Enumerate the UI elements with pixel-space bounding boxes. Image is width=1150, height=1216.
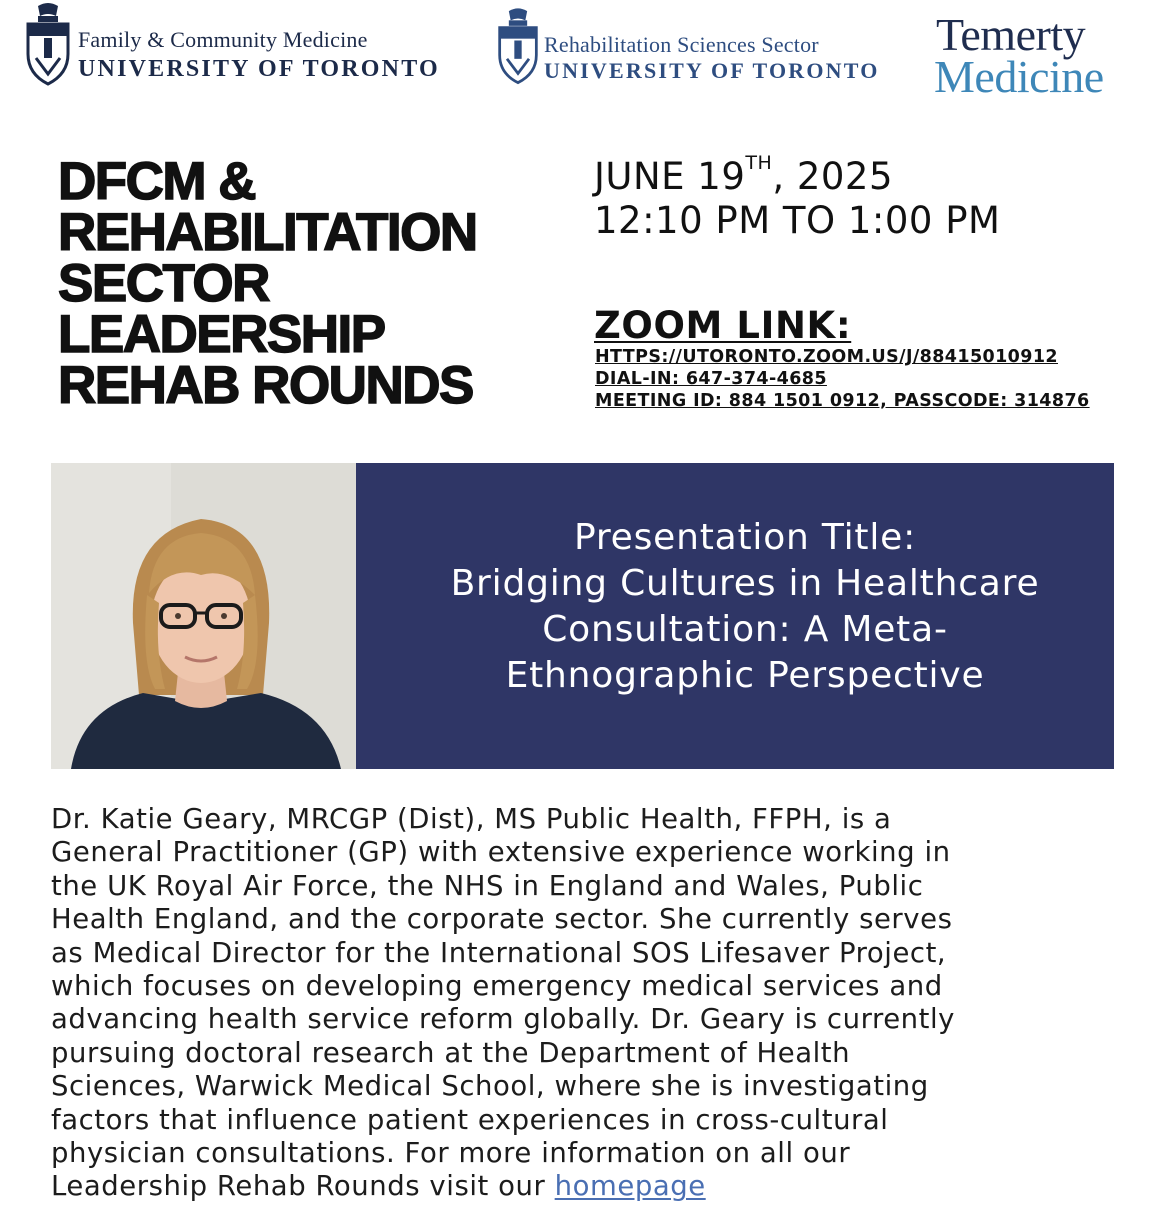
event-title-line: SECTOR	[58, 254, 269, 313]
bio-line: as Medical Director for the International SOS Lifesaver Project,	[51, 936, 947, 969]
event-title-line: REHAB ROUNDS	[58, 356, 473, 415]
rss-logo-line1: Rehabilitation Sciences Sector	[544, 32, 819, 57]
bio-line: Sciences, Warwick Medical School, where she is investigating	[51, 1070, 929, 1103]
bio-line: which focuses on developing emergency medical services and	[51, 970, 943, 1003]
bio-line: the UK Royal Air Force, the NHS in England and Wales, Public	[51, 869, 924, 902]
zoom-link-label: ZOOM LINK:	[594, 304, 852, 347]
speaker-photo	[51, 463, 356, 769]
event-date-main: JUNE 19	[594, 155, 746, 198]
presentation-title	[370, 515, 1120, 699]
bio-last-line-text: Leadership Rehab Rounds visit our	[51, 1170, 555, 1203]
event-date	[594, 152, 893, 198]
bio-line: pursuing doctoral research at the Department of Health	[51, 1036, 851, 1069]
event-time: 12:10 PM TO 1:00 PM	[594, 199, 1001, 242]
bio-line: factors that influence patient experiences in cross-cultural	[51, 1103, 889, 1136]
temerty-logo-line2: Medicine	[934, 51, 1104, 102]
event-date-ordinal: TH	[745, 152, 773, 174]
event-title-line: DFCM &	[58, 152, 256, 211]
event-title-line: LEADERSHIP	[58, 305, 385, 364]
presentation-title-line: Ethnographic Perspective	[505, 655, 985, 696]
event-title-line: REHABILITATION	[58, 203, 477, 262]
event-date-year: , 2025	[772, 155, 893, 198]
rehab-sciences-logo	[496, 0, 916, 100]
homepage-link[interactable]: homepage	[554, 1170, 706, 1203]
bio-line: physician consultations. For more information on all our	[51, 1137, 851, 1170]
bio-last-line	[51, 1170, 1131, 1203]
presentation-title-line: Presentation Title:	[573, 517, 916, 558]
bio-line: Dr. Katie Geary, MRCGP (Dist), MS Public Health, FFPH, is a	[51, 803, 892, 835]
temerty-logo-line1: Temerty	[936, 9, 1086, 60]
bio-line: General Practitioner (GP) with extensive experience working in	[51, 836, 951, 869]
bio-line: Health England, and the corporate sector. She currently serves	[51, 903, 953, 936]
dfcm-logo-line1: Family & Community Medicine	[78, 27, 368, 52]
rss-logo-line2: UNIVERSITY OF TORONTO	[544, 58, 880, 83]
presentation-title-line: Consultation: A Meta-	[542, 609, 948, 650]
bio-line: advancing health service reform globally. Dr. Geary is currently	[51, 1003, 955, 1036]
presentation-title-line: Bridging Cultures in Healthcare	[450, 563, 1040, 604]
dfcm-logo-line2: UNIVERSITY OF TORONTO	[78, 56, 440, 82]
zoom-url-link[interactable]: HTTPS://UTORONTO.ZOOM.US/J/88415010912	[595, 347, 1058, 367]
university-crest-icon	[496, 4, 540, 88]
dfcm-logo	[24, 0, 464, 100]
university-crest-icon	[24, 2, 72, 86]
zoom-dial-in: DIAL-IN: 647-374-4685	[595, 369, 827, 389]
zoom-meeting-id: MEETING ID: 884 1501 0912, PASSCODE: 314876	[595, 391, 1090, 411]
speaker-bio	[51, 803, 1131, 1204]
